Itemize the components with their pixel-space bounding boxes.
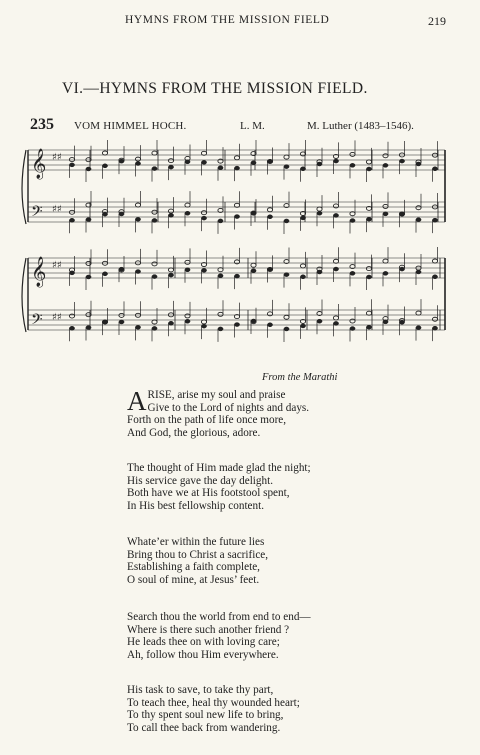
verse-line: Search thou the world from end to end— <box>127 611 311 623</box>
note-head <box>185 211 190 215</box>
note-head <box>168 273 173 277</box>
note-head <box>366 325 371 329</box>
tune-name: VOM HIMMEL HOCH. <box>74 120 187 132</box>
note-head <box>152 326 157 330</box>
note-head <box>350 152 355 156</box>
stanza-2 <box>127 462 311 512</box>
note-head <box>86 167 91 171</box>
note-head <box>284 155 289 159</box>
note-head <box>168 268 173 272</box>
verse-line: RISE, arise my soul and praise <box>147 389 286 401</box>
note-head <box>383 163 388 167</box>
note-head <box>416 218 421 222</box>
note-head <box>69 314 74 318</box>
note-head <box>432 275 437 279</box>
key-signature: ♯♯ <box>52 260 62 271</box>
note-head <box>416 162 421 166</box>
stanza-3 <box>127 536 268 586</box>
note-head <box>416 206 421 210</box>
stanza-4 <box>127 611 311 661</box>
note-head <box>102 320 107 324</box>
verse-line: Forth on the path of life once more, <box>127 414 287 427</box>
note-head <box>102 151 107 155</box>
note-head <box>135 203 140 207</box>
note-head <box>168 213 173 217</box>
note-head <box>399 212 404 216</box>
verse-line: The thought of Him made glad the night; <box>127 462 311 474</box>
note-head <box>366 160 371 164</box>
composer: M. Luther (1483–1546). <box>307 120 414 132</box>
note-head <box>218 166 223 170</box>
note-head <box>152 218 157 222</box>
note-head <box>218 327 223 331</box>
verse-line: Whate’er within the future lies <box>127 536 265 548</box>
verse-line: Establishing a faith complete, <box>127 561 260 574</box>
note-head <box>366 275 371 279</box>
note-head <box>69 326 74 330</box>
note-head <box>284 165 289 169</box>
note-head <box>350 319 355 323</box>
note-head <box>251 161 256 165</box>
note-head <box>333 321 338 325</box>
note-head <box>300 167 305 171</box>
note-head <box>366 311 371 315</box>
note-head <box>383 204 388 208</box>
note-head <box>383 320 388 324</box>
brace <box>22 150 26 224</box>
note-head <box>201 268 206 272</box>
note-head <box>267 323 272 327</box>
note-head <box>399 159 404 163</box>
verse-line: To call thee back from wandering. <box>127 721 281 734</box>
note-head <box>135 217 140 221</box>
treble-clef: 𝄞 <box>31 149 47 179</box>
note-head <box>284 273 289 277</box>
note-head <box>135 162 140 166</box>
verse-line: His task to save, to take thy part, <box>127 684 274 696</box>
note-head <box>185 319 190 323</box>
note-head <box>119 159 124 163</box>
stanza-5 <box>127 684 300 734</box>
hymn-header <box>30 118 450 136</box>
verse-line: To teach thee, heal thy wounded heart; <box>127 696 300 709</box>
note-head <box>366 217 371 221</box>
verse-line: Where is there such another friend ? <box>127 623 290 636</box>
note-head <box>135 270 140 274</box>
note-head <box>300 216 305 220</box>
note-head <box>432 317 437 321</box>
note-head <box>185 160 190 164</box>
note-head <box>201 211 206 215</box>
brace <box>22 258 26 332</box>
note-head <box>317 211 322 215</box>
note-head <box>300 275 305 279</box>
note-head <box>350 212 355 216</box>
note-head <box>251 319 256 323</box>
note-head <box>135 325 140 329</box>
note-head <box>333 159 338 163</box>
note-head <box>218 268 223 272</box>
note-head <box>218 312 223 316</box>
note-head <box>333 213 338 217</box>
note-head <box>399 267 404 271</box>
note-head <box>69 271 74 275</box>
note-head <box>218 274 223 278</box>
note-head <box>251 211 256 215</box>
note-head <box>251 269 256 273</box>
note-head <box>218 219 223 223</box>
stanza-1 <box>127 386 310 439</box>
note-head <box>119 320 124 324</box>
verse-line: Bring thou to Christ a sacrifice, <box>127 548 269 561</box>
note-head <box>152 167 157 171</box>
verse-line: O soul of mine, at Jesus’ feet. <box>127 573 260 586</box>
note-head <box>383 154 388 158</box>
note-head <box>86 218 91 222</box>
note-head <box>432 326 437 330</box>
verse-line: Give to the Lord of nights and days. <box>147 401 310 414</box>
note-head <box>168 159 173 163</box>
key-signature: ♯♯ <box>52 204 62 215</box>
note-head <box>300 324 305 328</box>
note-head <box>399 320 404 324</box>
note-head <box>317 207 322 211</box>
note-head <box>350 271 355 275</box>
note-head <box>135 157 140 161</box>
note-head <box>185 268 190 272</box>
note-head <box>168 209 173 213</box>
running-title: HYMNS FROM THE MISSION FIELD <box>125 14 330 26</box>
key-signature: ♯♯ <box>52 312 62 323</box>
note-head <box>102 164 107 168</box>
note-head <box>350 219 355 223</box>
note-head <box>201 324 206 328</box>
meter: L. M. <box>240 120 265 132</box>
note-head <box>251 263 256 267</box>
note-head <box>317 319 322 323</box>
note-head <box>416 326 421 330</box>
note-head <box>333 267 338 271</box>
running-head <box>0 14 480 30</box>
note-head <box>267 268 272 272</box>
note-head <box>102 272 107 276</box>
note-head <box>119 267 124 271</box>
note-head <box>234 203 239 207</box>
note-head <box>383 259 388 263</box>
note-head <box>152 151 157 155</box>
note-head <box>432 218 437 222</box>
note-head <box>152 320 157 324</box>
key-signature: ♯♯ <box>52 152 62 163</box>
note-head <box>135 313 140 317</box>
note-head <box>350 163 355 167</box>
note-head <box>383 271 388 275</box>
note-head <box>86 275 91 279</box>
verse-line: He leads thee on with loving care; <box>127 636 280 649</box>
note-head <box>366 267 371 271</box>
treble-clef: 𝄞 <box>31 257 47 287</box>
note-head <box>119 212 124 216</box>
note-head <box>201 320 206 324</box>
note-head <box>69 218 74 222</box>
note-head <box>152 262 157 266</box>
note-head <box>317 270 322 274</box>
bass-clef: 𝄢 <box>31 311 43 332</box>
verse-line: His service gave the day delight. <box>127 474 274 487</box>
verse-line: Ah, follow thou Him everywhere. <box>127 648 279 661</box>
note-head <box>284 219 289 223</box>
note-head <box>86 326 91 330</box>
note-head <box>267 160 272 164</box>
note-head <box>416 311 421 315</box>
verse-line: Both have we at His footstool spent, <box>127 487 290 500</box>
note-head <box>432 167 437 171</box>
note-head <box>234 274 239 278</box>
note-head <box>267 215 272 219</box>
note-head <box>267 208 272 212</box>
note-head <box>102 212 107 216</box>
verse-line: In His best fellowship content. <box>127 499 265 512</box>
music-score <box>20 140 450 352</box>
note-head <box>234 215 239 219</box>
note-head <box>234 166 239 170</box>
verse-line: To thy spent soul new life to bring, <box>127 709 284 722</box>
note-head <box>300 264 305 268</box>
note-head <box>284 315 289 319</box>
note-head <box>432 259 437 263</box>
drop-cap: A <box>127 386 147 416</box>
note-head <box>317 162 322 166</box>
note-head <box>185 203 190 207</box>
note-head <box>168 165 173 169</box>
note-head <box>234 323 239 327</box>
note-head <box>284 327 289 331</box>
note-head <box>119 313 124 317</box>
section-heading: VI.—HYMNS FROM THE MISSION FIELD. <box>62 80 368 97</box>
note-head <box>69 163 74 167</box>
page-number: 219 <box>428 14 446 28</box>
text-source: From the Marathi <box>262 372 338 383</box>
note-head <box>185 314 190 318</box>
note-head <box>234 156 239 160</box>
note-head <box>201 151 206 155</box>
note-head <box>333 204 338 208</box>
note-head <box>383 212 388 216</box>
bass-clef: 𝄢 <box>31 203 43 224</box>
hymn-number: 235 <box>30 116 54 133</box>
note-head <box>201 216 206 220</box>
note-head <box>350 327 355 331</box>
note-head <box>201 160 206 164</box>
note-head <box>416 270 421 274</box>
note-head <box>333 259 338 263</box>
note-head <box>366 167 371 171</box>
note-head <box>333 316 338 320</box>
note-head <box>168 321 173 325</box>
note-head <box>152 275 157 279</box>
verse-line: And God, the glorious, adore. <box>127 426 261 439</box>
note-head <box>185 260 190 264</box>
note-head <box>69 158 74 162</box>
